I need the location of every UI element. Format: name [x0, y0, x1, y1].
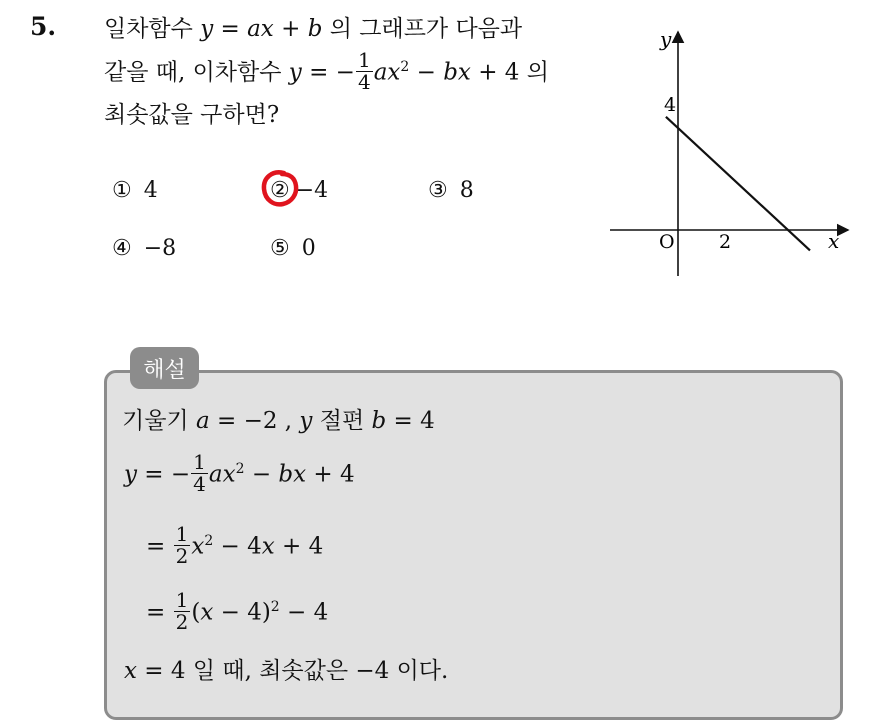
choice-3-mark: ③	[428, 178, 448, 203]
s4-frac-den: 2	[175, 610, 189, 634]
s4-rest: − 4)	[213, 599, 271, 626]
s1-var-y: y	[299, 408, 313, 434]
choice-4[interactable]	[112, 236, 176, 261]
s3-fraction	[174, 524, 191, 567]
question-line-2	[104, 48, 549, 95]
origin-label: O	[659, 231, 675, 253]
y-axis-label: y	[660, 27, 672, 51]
s2-minus: −	[244, 461, 279, 488]
choice-5-text: 0	[301, 236, 316, 261]
s4-eq: =	[146, 599, 173, 626]
s3-term: − 4	[213, 533, 262, 560]
s3-eq: =	[146, 533, 173, 560]
q2-fraction	[356, 50, 373, 93]
q2-var-bx: bx	[443, 59, 471, 86]
question-line-1	[104, 18, 522, 41]
s5-text: = 4 일 때, 최솟값은 −4 이다.	[136, 658, 449, 684]
s1-intercept-text: 절편	[312, 408, 372, 434]
s2-frac-den: 4	[193, 472, 206, 496]
choice-1[interactable]	[112, 178, 158, 203]
answer-circle-annotation	[260, 168, 300, 210]
s2-eq: = −	[137, 461, 191, 488]
q1-eq: =	[213, 16, 248, 42]
solution-line-3	[146, 522, 324, 569]
s3-tail: + 4	[274, 533, 324, 560]
s3-var-x: x	[191, 533, 205, 560]
s3-var-x2: x	[261, 533, 275, 560]
choice-4-text: −8	[143, 236, 177, 261]
solution-tag: 해설	[130, 347, 199, 389]
q1-tail: 의 그래프가 다음과	[322, 16, 523, 42]
q1-plus: +	[273, 16, 308, 42]
q2-minus: −	[409, 59, 444, 86]
solution-line-4	[146, 588, 329, 635]
choice-2-text: −4	[295, 178, 329, 203]
q1-var-ax: ax	[247, 16, 274, 42]
s3-frac-den: 2	[175, 544, 189, 568]
choice-3-text: 8	[459, 178, 474, 203]
s2-var-ax: ax	[208, 461, 236, 488]
s1-tail: = 4	[386, 408, 435, 434]
s3-frac-num: 1	[175, 522, 189, 546]
s4-frac-num: 1	[175, 588, 189, 612]
s5-var-x: x	[124, 658, 137, 684]
x-intercept-label: 2	[719, 231, 732, 253]
solution-line-2	[124, 450, 355, 497]
solution-line-1	[122, 410, 435, 433]
q1-var-b: b	[307, 16, 323, 42]
x-axis-label: x	[828, 229, 840, 253]
q2-frac-num: 1	[357, 48, 371, 72]
q2-var-ax: ax	[373, 59, 401, 86]
s4-exponent: 2	[270, 598, 280, 615]
q1-var-y: y	[200, 16, 214, 42]
linear-function-graph	[606, 24, 856, 284]
choice-5-mark: ⑤	[270, 236, 290, 261]
s1-var-b: b	[371, 408, 387, 434]
choice-1-mark: ①	[112, 178, 132, 203]
s1-text: 기울기	[122, 408, 196, 434]
s2-exponent: 2	[235, 460, 245, 477]
s2-tail: + 4	[306, 461, 355, 488]
q2-text: 같을 때, 이차함수	[104, 59, 289, 86]
solution-line-5	[124, 660, 448, 683]
s1-value: = −2 ,	[209, 408, 300, 434]
q1-text: 일차함수	[104, 16, 201, 42]
question-number: 5.	[30, 12, 57, 41]
choice-4-mark: ④	[112, 236, 132, 261]
s4-fraction	[174, 590, 191, 633]
choice-1-text: 4	[143, 178, 158, 203]
s4-tail: − 4	[279, 599, 329, 626]
choice-3[interactable]	[428, 178, 474, 203]
question-line-3: 최솟값을 구하면?	[104, 102, 280, 128]
s4-var-x: x	[200, 599, 214, 626]
s2-fraction	[191, 452, 208, 495]
s3-exponent: 2	[204, 532, 214, 549]
q2-exponent: 2	[400, 58, 410, 75]
q2-frac-den: 4	[357, 70, 371, 94]
choice-5[interactable]	[270, 236, 316, 261]
s2-var-bx: bx	[278, 461, 307, 488]
s4-paren: (	[191, 599, 201, 626]
y-intercept-label: 4	[664, 94, 677, 116]
q2-tail: + 4 의	[470, 59, 549, 86]
choice-2-mark: ②	[270, 178, 290, 203]
s2-frac-num: 1	[193, 450, 206, 474]
q2-var-y: y	[288, 59, 302, 86]
q2-eq: = −	[301, 59, 355, 86]
s1-var-a: a	[195, 408, 210, 434]
s2-var-y: y	[124, 461, 137, 488]
